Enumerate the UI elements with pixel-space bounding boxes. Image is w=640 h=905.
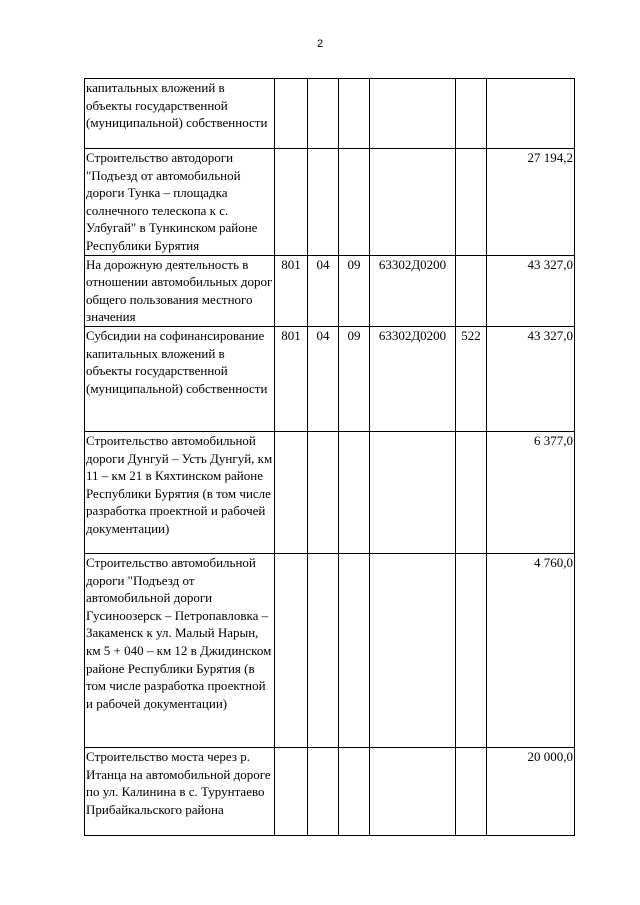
target-article-code [370,79,456,149]
item-name: Строительство автомобильной дороги Дунгуй – Усть Дунгуй, км 11 – км 21 в Кяхтинском районе Республики Бурятия (в том числе разработка проектной и рабочей документации) [85,431,275,553]
subsection-code: 09 [339,326,370,431]
table-row [85,431,575,553]
table-row [85,747,575,835]
sum-value: 43 327,0 [487,255,575,326]
ministry-code [275,553,308,747]
section-code [308,149,339,256]
sum-value [487,79,575,149]
ministry-code [275,79,308,149]
table-row [85,149,575,256]
ministry-code: 801 [275,326,308,431]
expense-type-code [456,149,487,256]
sum-value: 27 194,2 [487,149,575,256]
target-article-code [370,431,456,553]
budget-table [84,78,575,836]
section-code: 04 [308,255,339,326]
section-code [308,553,339,747]
sum-value: 6 377,0 [487,431,575,553]
target-article-code: 63302Д0200 [370,255,456,326]
ministry-code [275,149,308,256]
sum-value: 4 760,0 [487,553,575,747]
expense-type-code [456,79,487,149]
table-row [85,79,575,149]
item-name: капитальных вложений в объекты государственной (муниципальной) собственности [85,79,275,149]
ministry-code [275,747,308,835]
table-row [85,326,575,431]
sum-value: 43 327,0 [487,326,575,431]
expense-type-code [456,255,487,326]
subsection-code [339,747,370,835]
section-code [308,79,339,149]
expense-type-code [456,747,487,835]
item-name: Строительство автодороги "Подъезд от автомобильной дороги Тунка – площадка солнечного телескопа к с. Улбугай" в Тункинском районе Республики Бурятия [85,149,275,256]
section-code [308,431,339,553]
subsection-code [339,431,370,553]
ministry-code [275,431,308,553]
target-article-code [370,149,456,256]
ministry-code: 801 [275,255,308,326]
table-row [85,255,575,326]
item-name: На дорожную деятельность в отношении автомобильных дорог общего пользования местного значения [85,255,275,326]
subsection-code [339,79,370,149]
subsection-code [339,149,370,256]
section-code [308,747,339,835]
target-article-code [370,747,456,835]
expense-type-code: 522 [456,326,487,431]
expense-type-code [456,431,487,553]
item-name: Субсидии на софинансирование капитальных вложений в объекты государственной (муниципальной) собственности [85,326,275,431]
target-article-code [370,553,456,747]
subsection-code: 09 [339,255,370,326]
target-article-code: 63302Д0200 [370,326,456,431]
table-row [85,553,575,747]
sum-value: 20 000,0 [487,747,575,835]
expense-type-code [456,553,487,747]
page-number: 2 [316,38,324,50]
item-name: Строительство моста через р. Итанца на автомобильной дороге по ул. Калинина в с. Турунтаево Прибайкальского района [85,747,275,835]
subsection-code [339,553,370,747]
item-name: Строительство автомобильной дороги "Подъезд от автомобильной дороги Гусиноозерск – Петропавловка – Закаменск к ул. Малый Нарын, км 5 + 040 – км 12 в Джидинском районе Республики Бурятия (в том числе разработка проектной и рабочей документации) [85,553,275,747]
section-code: 04 [308,326,339,431]
